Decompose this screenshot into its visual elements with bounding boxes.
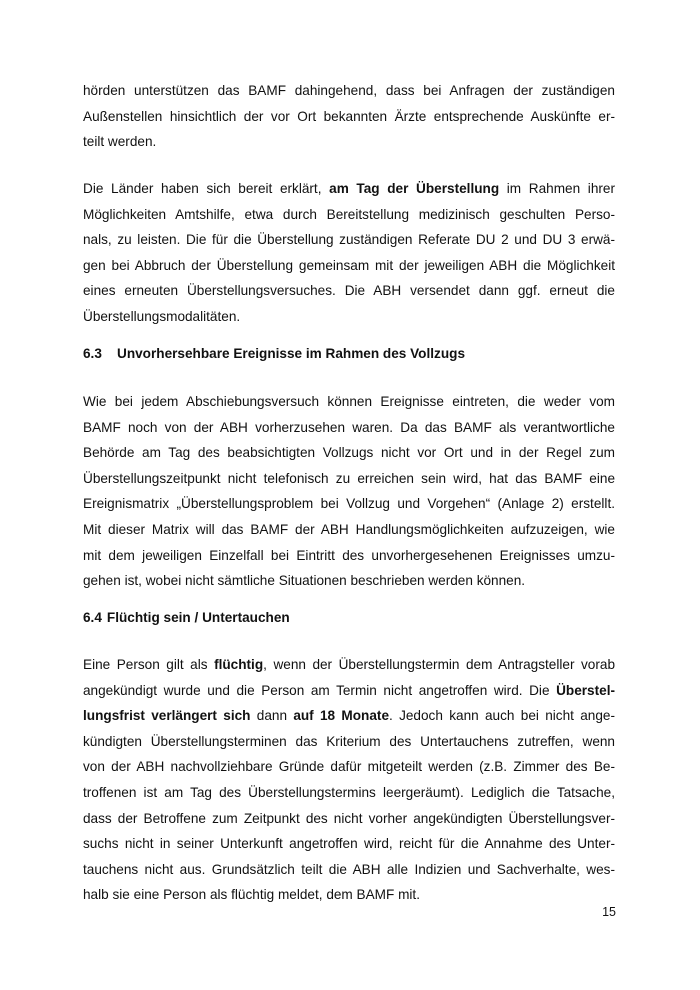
paragraph-intro-continuation <box>83 78 615 155</box>
text-run: Eine Person gilt als <box>83 657 215 672</box>
text-line: hörden unterstützen das BAMF dahingehend, dass bei Anfragen der zuständigen <box>83 83 615 98</box>
text-line: Überstellungsmodalitäten. <box>83 308 241 324</box>
text-line: dass der Betroffene zum Zeitpunkt des nicht vorher angekündigten Überstellungsver- <box>83 810 615 826</box>
text-line: Ereignismatrix „Überstellungsproblem bei Vollzug und Vorgehen“ (Anlage 2) erstellt. <box>83 496 615 512</box>
section-number: 6.3 <box>83 346 102 361</box>
text-line: gehen ist, wobei nicht sämtliche Situationen beschrieben werden können. <box>83 573 526 589</box>
text-line: Außenstellen hinsichtlich der vor Ort bekannten Ärzte entsprechende Auskünfte er- <box>83 108 615 124</box>
text-line: kündigten Überstellungsterminen das Kriterium des Untertauchens zutreffen, wenn <box>83 733 615 749</box>
text-line <box>83 176 615 202</box>
paragraph-ereignismatrix <box>83 389 615 594</box>
text-line: BAMF noch von der ABH vorherzusehen waren. Da das BAMF als verantwortliche <box>83 419 615 435</box>
text-line: Behörde am Tag des beabsichtigten Vollzugs nicht vor Ort und in der Regel zum <box>83 445 615 461</box>
text-line: nals, zu leisten. Die für die Überstellung zuständigen Referate DU 2 und DU 3 erwä- <box>83 232 615 248</box>
text-line: eines erneuten Überstellungsversuches. Die ABH versendet dann ggf. erneut die <box>83 283 615 299</box>
paragraph-laender-amtshilfe <box>83 176 615 330</box>
section-heading-6-4 <box>83 608 290 628</box>
text-run: , wenn der Überstellungstermin dem Antragsteller vorab <box>263 657 616 672</box>
section-title: Unvorhersehbare Ereignisse im Rahmen des Vollzugs <box>117 346 466 361</box>
section-title: Flüchtig sein / Untertauchen <box>106 610 290 625</box>
text-line: halb sie eine Person als flüchtig meldet, dem BAMF mit. <box>83 887 420 903</box>
paragraph-fluechtig <box>83 652 615 908</box>
text-run: im Rahmen ihrer <box>499 181 616 196</box>
text-line: mit dem jeweiligen Einzelfall bei Eintritt des unvorhergesehenen Ereignisses umzu- <box>83 547 615 563</box>
bold-text: flüchtig <box>214 657 264 672</box>
text-run: . Jedoch kann auch bei nicht ange- <box>389 708 615 724</box>
text-line <box>83 678 615 704</box>
bold-text: auf 18 Monate <box>293 708 389 724</box>
bold-text: Überstel- <box>556 682 615 698</box>
page-number: 15 <box>602 905 616 919</box>
text-line: troffenen ist am Tag des Überstellungstermins leergeräumt). Lediglich die Tatsache, <box>83 784 615 800</box>
text-line <box>83 652 615 678</box>
text-line: Mit dieser Matrix will das BAMF der ABH Handlungsmöglichkeiten aufzuzeigen, wie <box>83 521 615 537</box>
text-line: tauchens nicht aus. Grundsätzlich teilt die ABH alle Indizien und Sachverhalte, wes- <box>83 861 615 877</box>
text-line: gen bei Abbruch der Überstellung gemeinsam mit der jeweiligen ABH die Möglichkeit <box>83 257 615 273</box>
text-run: Die Länder haben sich bereit erklärt, <box>83 181 330 196</box>
text-line <box>83 703 615 729</box>
text-line: Wie bei jedem Abschiebungsversuch können Ereignisse eintreten, die weder vom <box>83 394 615 409</box>
text-line: teilt werden. <box>83 134 157 150</box>
section-heading-6-3 <box>83 344 465 364</box>
text-line: von der ABH nachvollziehbare Gründe dafür mitgeteilt werden (z.B. Zimmer des Be- <box>83 759 615 775</box>
bold-text: lungsfrist verlängert sich <box>83 708 251 724</box>
text-line: suchs nicht in seiner Unterkunft angetroffen wird, reicht für die Annahme des Unter- <box>83 836 615 852</box>
text-line: Möglichkeiten Amtshilfe, etwa durch Bereitstellung medizinisch geschulten Perso- <box>83 206 615 222</box>
text-run: angekündigt wurde und die Person am Termin nicht angetroffen wird. Die <box>83 682 557 698</box>
text-run: dann <box>250 708 294 724</box>
bold-text: am Tag der Überstellung <box>329 181 500 196</box>
text-line: Überstellungszeitpunkt nicht telefonisch zu erreichen sein wird, hat das BAMF eine <box>83 470 615 486</box>
section-number: 6.4 <box>83 610 102 625</box>
